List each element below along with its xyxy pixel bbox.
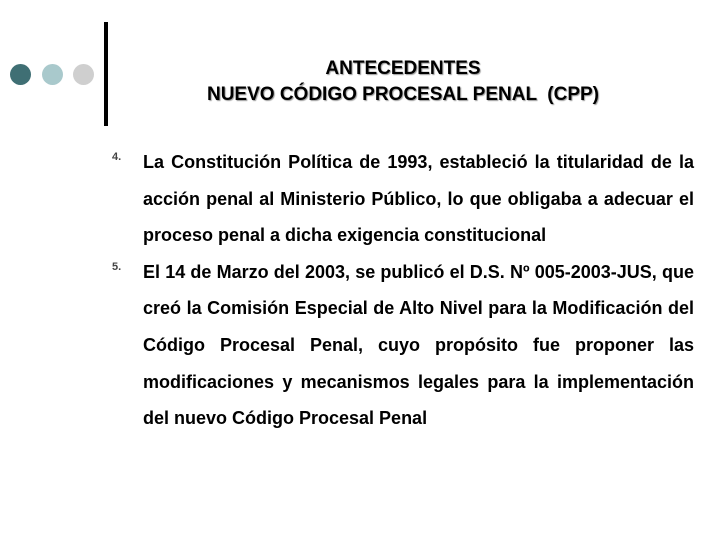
vertical-divider	[104, 22, 108, 126]
numbered-list	[112, 144, 694, 437]
circle-dot-icon	[42, 64, 63, 85]
circle-dot-icon	[73, 64, 94, 85]
circle-dot-icon	[10, 64, 31, 85]
list-item-number: 5.	[112, 260, 122, 273]
list-item-number: 4.	[112, 151, 122, 163]
title-line-1: ANTECEDENTES	[325, 58, 481, 79]
list-item-text: El 14 de Marzo del 2003, se publicó el D.S. Nº 005-2003-JUS, que creó la Comisión Especial de Alto Nivel para la Modificación del Código Procesal Penal, cuyo propósito fue proponer las modificaciones y mecanismos legales para la implementación del nuevo Código Procesal Penal	[143, 261, 694, 429]
list-item	[112, 254, 694, 437]
slide-title	[112, 56, 694, 108]
list-item	[112, 144, 694, 254]
title-line-2: NUEVO CÓDIGO PROCESAL PENAL (CPP)	[206, 84, 599, 105]
list-item-text: La Constitución Política de 1993, estableció la titularidad de la acción penal al Ministerio Público, lo que obligaba a adecuar el proceso penal a dicha exigencia constitucional	[143, 152, 694, 246]
